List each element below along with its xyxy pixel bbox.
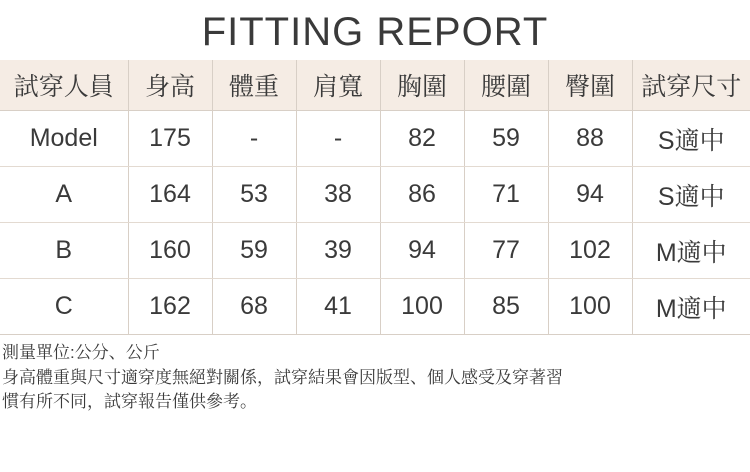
cell-weight: 53 <box>212 167 296 223</box>
table-row <box>0 223 750 279</box>
cell-shoulder: - <box>296 111 380 167</box>
column-header-bust: 胸圍 <box>380 60 464 111</box>
cell-size: S適中 <box>632 167 750 223</box>
table-header <box>0 60 750 111</box>
cell-waist: 85 <box>464 279 548 335</box>
cell-weight: 68 <box>212 279 296 335</box>
column-header-waist: 腰圍 <box>464 60 548 111</box>
column-header-weight: 體重 <box>212 60 296 111</box>
cell-height: 162 <box>128 279 212 335</box>
cell-bust: 94 <box>380 223 464 279</box>
cell-hip: 94 <box>548 167 632 223</box>
cell-hip: 102 <box>548 223 632 279</box>
cell-waist: 59 <box>464 111 548 167</box>
cell-waist: 77 <box>464 223 548 279</box>
cell-size: M適中 <box>632 279 750 335</box>
footnotes <box>0 335 750 415</box>
cell-waist: 71 <box>464 167 548 223</box>
cell-tester: B <box>0 223 128 279</box>
table-row <box>0 167 750 223</box>
cell-shoulder: 38 <box>296 167 380 223</box>
cell-weight: - <box>212 111 296 167</box>
cell-height: 160 <box>128 223 212 279</box>
cell-size: S適中 <box>632 111 750 167</box>
cell-tester: A <box>0 167 128 223</box>
column-header-height: 身高 <box>128 60 212 111</box>
column-header-shoulder: 肩寬 <box>296 60 380 111</box>
fitting-report-table <box>0 60 750 335</box>
footnote-disclaimer-line2: 慣有所不同，試穿報告僅供參考。 <box>2 392 257 412</box>
table-body <box>0 111 750 335</box>
cell-height: 175 <box>128 111 212 167</box>
cell-weight: 59 <box>212 223 296 279</box>
cell-shoulder: 39 <box>296 223 380 279</box>
cell-tester: Model <box>0 111 128 167</box>
column-header-size: 試穿尺寸 <box>632 60 750 111</box>
cell-shoulder: 41 <box>296 279 380 335</box>
column-header-hip: 臀圍 <box>548 60 632 111</box>
column-header-tester: 試穿人員 <box>0 60 128 111</box>
cell-tester: C <box>0 279 128 335</box>
table-row <box>0 111 750 167</box>
footnote-disclaimer-line1: 身高體重與尺寸適穿度無絕對關係，試穿結果會因版型、個人感受及穿著習 <box>2 367 563 387</box>
page-title: FITTING REPORT <box>201 10 549 54</box>
cell-height: 164 <box>128 167 212 223</box>
cell-size: M適中 <box>632 223 750 279</box>
cell-bust: 86 <box>380 167 464 223</box>
footnote-units: 測量單位:公分、公斤 <box>2 343 160 362</box>
table-header-row <box>0 60 750 111</box>
cell-bust: 100 <box>380 279 464 335</box>
table-row <box>0 279 750 335</box>
cell-bust: 82 <box>380 111 464 167</box>
cell-hip: 100 <box>548 279 632 335</box>
cell-hip: 88 <box>548 111 632 167</box>
